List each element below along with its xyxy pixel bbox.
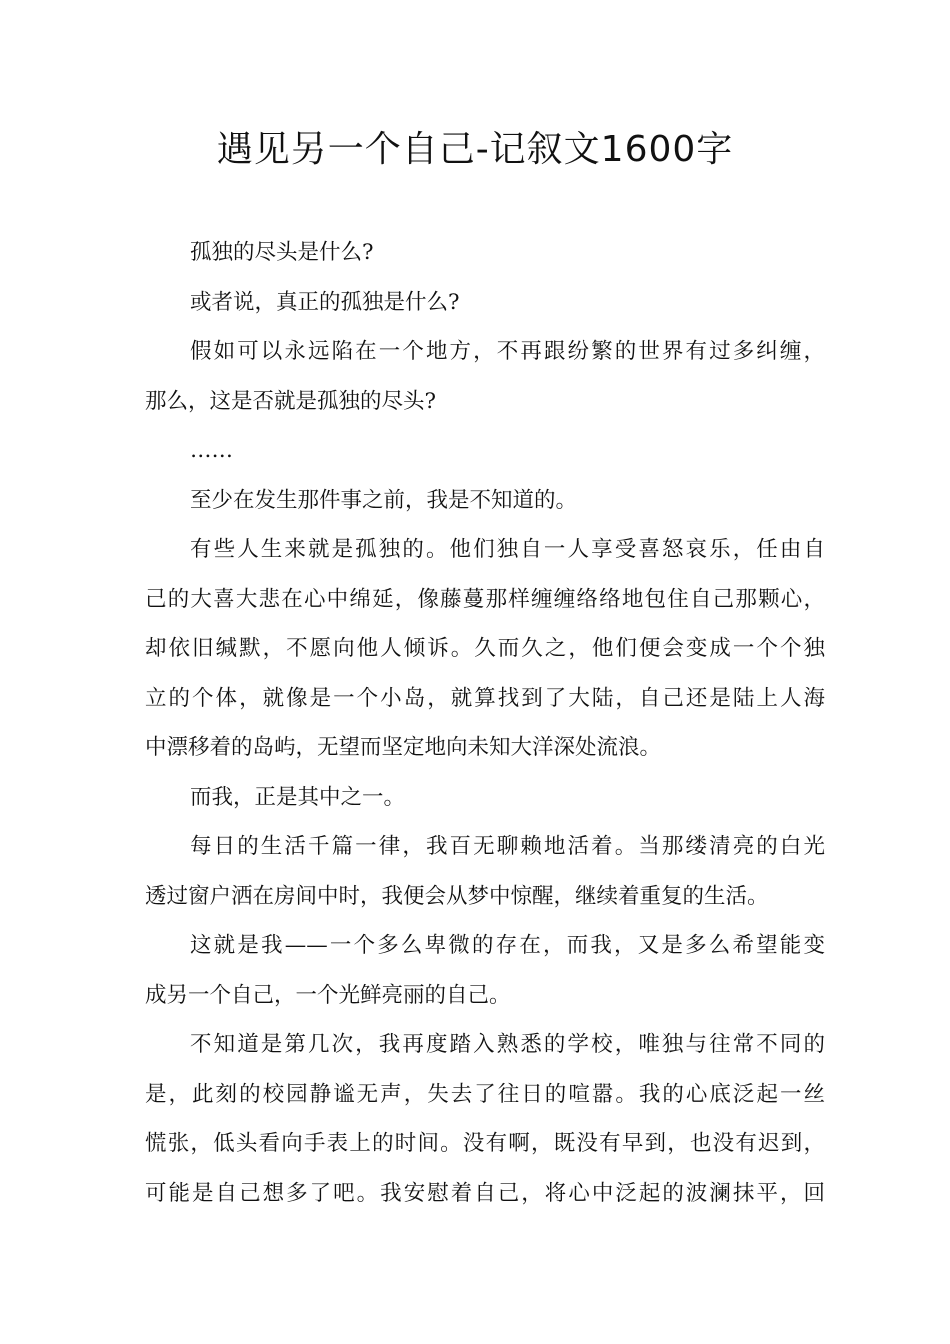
paragraph-line: 假如可以永远陷在一个地方，不再跟纷繁的世界有过多纠缠，	[190, 339, 825, 364]
document-title: 遇见另一个自己-记叙文1600字	[216, 129, 734, 170]
paragraph-line: 却依旧缄默，不愿向他人倾诉。久而久之，他们便会变成一个个独	[145, 636, 825, 661]
paragraph-line: 至少在发生那件事之前，我是不知道的。	[190, 487, 578, 513]
paragraph-line: 不知道是第几次，我再度踏入熟悉的学校，唯独与往常不同的	[190, 1032, 825, 1057]
ellipsis-line: ……	[190, 438, 233, 463]
paragraph-line: 而我，正是其中之一。	[190, 784, 406, 810]
paragraph-line: 己的大喜大悲在心中绵延，像藤蔓那样缠缠络络地包住自己那颗心，	[145, 586, 825, 612]
paragraph-line: 是，此刻的校园静谧无声，失去了往日的喧嚣。我的心底泛起一丝	[145, 1081, 825, 1107]
paragraph-line: 可能是自己想多了吧。我安慰着自己，将心中泛起的波澜抹平，回	[145, 1180, 825, 1206]
document-body	[145, 228, 825, 1218]
paragraph-line: 透过窗户洒在房间中时，我便会从梦中惊醒，继续着重复的生活。	[145, 883, 769, 909]
paragraph-line: 孤独的尽头是什么?	[190, 240, 374, 265]
paragraph-line: 有些人生来就是孤独的。他们独自一人享受喜怒哀乐，任由自	[190, 537, 825, 562]
paragraph-line: 成另一个自己，一个光鲜亮丽的自己。	[145, 982, 511, 1008]
paragraph-line: 立的个体，就像是一个小岛，就算找到了大陆，自己还是陆上人海	[145, 685, 825, 711]
paragraph-line: 每日的生活千篇一律，我百无聊赖地活着。当那缕清亮的白光	[190, 834, 825, 859]
paragraph-line: 那么，这是否就是孤独的尽头?	[145, 388, 437, 414]
paragraph-line: 这就是我——一个多么卑微的存在，而我，又是多么希望能变	[190, 933, 825, 958]
paragraph-line: 慌张，低头看向手表上的时间。没有啊，既没有早到，也没有迟到，	[145, 1131, 825, 1156]
paragraph-line: 或者说，真正的孤独是什么?	[190, 289, 460, 315]
paragraph-line: 中漂移着的岛屿，无望而坚定地向未知大洋深处流浪。	[145, 735, 662, 760]
